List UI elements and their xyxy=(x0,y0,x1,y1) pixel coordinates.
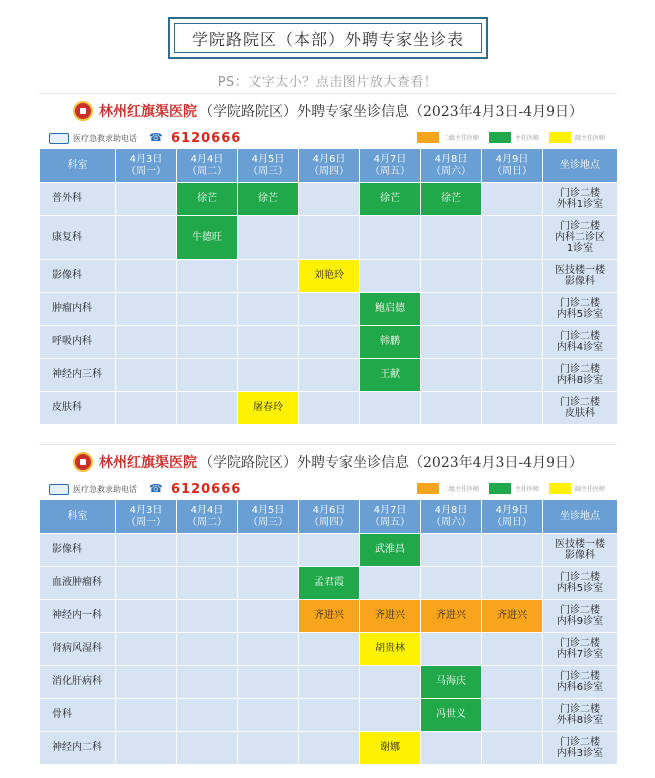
empty-cell xyxy=(116,260,177,293)
location-line: 内科5诊室 xyxy=(556,309,604,320)
legend-label: 副主任医师 xyxy=(574,486,605,493)
col-header-day xyxy=(360,149,421,183)
empty-cell xyxy=(482,666,543,699)
col-header-label: 4月5日 xyxy=(251,153,285,165)
empty-cell xyxy=(299,326,360,359)
doctor-cell[interactable]: 谢娜 xyxy=(360,732,421,765)
location-line: 门诊二楼 xyxy=(560,188,600,199)
phone-icon: ☎ xyxy=(149,131,163,144)
location-cell xyxy=(543,392,618,425)
empty-cell xyxy=(177,666,238,699)
location-line: 门诊二楼 xyxy=(560,221,600,232)
col-header-label: （周日） xyxy=(492,165,532,177)
location-line: 门诊二楼 xyxy=(560,572,600,583)
location-line: 门诊二楼 xyxy=(560,298,600,309)
col-header-day xyxy=(116,500,177,534)
doctor-cell[interactable]: 徐芒 xyxy=(177,183,238,216)
schedule-panel-2 xyxy=(39,444,617,765)
empty-cell xyxy=(177,633,238,666)
col-header-label: （周六） xyxy=(431,516,471,528)
col-header-label: 4月8日 xyxy=(434,153,468,165)
col-header-day xyxy=(238,149,299,183)
location-line: 门诊二楼 xyxy=(560,397,600,408)
doctor-cell[interactable]: 齐进兴 xyxy=(482,600,543,633)
empty-cell xyxy=(238,567,299,600)
location-cell xyxy=(543,600,618,633)
doctor-cell[interactable]: 马海庆 xyxy=(421,666,482,699)
location-line: 门诊二楼 xyxy=(560,671,600,682)
location-line: 内科8诊室 xyxy=(556,375,604,386)
hotline-bar xyxy=(39,479,617,499)
col-header-label: （周四） xyxy=(309,516,349,528)
col-header-label: 坐诊地点 xyxy=(560,510,600,522)
doctor-cell[interactable]: 牛德旺 xyxy=(177,216,238,260)
panel-heading xyxy=(39,445,617,479)
col-header-label: （周二） xyxy=(187,165,227,177)
table-header-row xyxy=(40,500,618,534)
legend-label: 主任医师 xyxy=(514,486,539,493)
ambulance-icon xyxy=(49,484,69,495)
dept-cell: 皮肤科 xyxy=(40,392,116,425)
empty-cell xyxy=(299,534,360,567)
empty-cell xyxy=(177,732,238,765)
empty-cell xyxy=(482,534,543,567)
empty-cell xyxy=(116,293,177,326)
table-row xyxy=(40,699,618,732)
location-cell xyxy=(543,183,618,216)
empty-cell xyxy=(360,699,421,732)
empty-cell xyxy=(421,567,482,600)
empty-cell xyxy=(177,600,238,633)
location-line: 门诊二楼 xyxy=(560,364,600,375)
dept-cell: 呼吸内科 xyxy=(40,326,116,359)
empty-cell xyxy=(177,326,238,359)
hospital-logo-icon xyxy=(73,452,93,472)
col-header-label: 4月4日 xyxy=(190,504,224,516)
hotline-label: 医疗急救求助电话 xyxy=(73,133,137,143)
empty-cell xyxy=(238,732,299,765)
empty-cell xyxy=(482,699,543,732)
doctor-cell[interactable]: 齐进兴 xyxy=(421,600,482,633)
table-row xyxy=(40,293,618,326)
legend-swatch-green xyxy=(489,483,511,494)
dept-cell: 影像科 xyxy=(40,534,116,567)
empty-cell xyxy=(482,216,543,260)
empty-cell xyxy=(116,326,177,359)
empty-cell xyxy=(482,567,543,600)
panel-heading-text: （学院路院区）外聘专家坐诊信息（2023年4月3日-4月9日） xyxy=(199,104,583,120)
panel-heading-text: （学院路院区）外聘专家坐诊信息（2023年4月3日-4月9日） xyxy=(199,455,583,471)
legend-label: 二级主任医师 xyxy=(442,486,479,493)
location-line: 内科5诊室 xyxy=(556,583,604,594)
col-header-day xyxy=(177,500,238,534)
doctor-cell[interactable]: 武淮昌 xyxy=(360,534,421,567)
empty-cell xyxy=(238,216,299,260)
location-line: 门诊二楼 xyxy=(560,331,600,342)
empty-cell xyxy=(482,183,543,216)
col-header-label: 科室 xyxy=(67,510,88,522)
doctor-cell[interactable]: 徐芒 xyxy=(360,183,421,216)
col-header-dept xyxy=(40,500,116,534)
empty-cell xyxy=(421,260,482,293)
empty-cell xyxy=(238,359,299,392)
page-title: 学院路院区（本部）外聘专家坐诊表 xyxy=(174,23,482,53)
hotline-number[interactable]: 6120666 xyxy=(171,130,242,146)
empty-cell xyxy=(299,699,360,732)
empty-cell xyxy=(238,633,299,666)
schedule-table xyxy=(39,499,618,765)
hotline-number[interactable]: 6120666 xyxy=(171,481,242,497)
location-cell xyxy=(543,567,618,600)
col-header-day xyxy=(299,149,360,183)
location-line: 门诊二楼 xyxy=(560,704,600,715)
col-header-label: 坐诊地点 xyxy=(560,159,600,171)
empty-cell xyxy=(421,326,482,359)
location-cell xyxy=(543,666,618,699)
table-row xyxy=(40,600,618,633)
dept-cell: 神经内二科 xyxy=(40,732,116,765)
dept-cell: 康复科 xyxy=(40,216,116,260)
empty-cell xyxy=(116,534,177,567)
hospital-name: 林州红旗渠医院 xyxy=(99,104,197,120)
empty-cell xyxy=(421,534,482,567)
col-header-day xyxy=(482,149,543,183)
empty-cell xyxy=(299,732,360,765)
empty-cell xyxy=(116,732,177,765)
col-header-label: 科室 xyxy=(67,159,88,171)
empty-cell xyxy=(238,260,299,293)
legend-label: 主任医师 xyxy=(514,135,539,142)
empty-cell xyxy=(299,216,360,260)
col-header-label: 4月6日 xyxy=(312,504,346,516)
empty-cell xyxy=(177,392,238,425)
empty-cell xyxy=(482,732,543,765)
col-header-label: 4月9日 xyxy=(495,153,529,165)
location-cell xyxy=(543,732,618,765)
page-title-box xyxy=(168,17,488,59)
col-header-day xyxy=(299,500,360,534)
location-cell xyxy=(543,633,618,666)
empty-cell xyxy=(421,633,482,666)
empty-cell xyxy=(360,392,421,425)
location-line: 内科9诊室 xyxy=(556,616,604,627)
col-header-dept xyxy=(40,149,116,183)
location-line: 影像科 xyxy=(565,276,595,287)
legend xyxy=(407,483,605,494)
table-row xyxy=(40,326,618,359)
empty-cell xyxy=(177,567,238,600)
empty-cell xyxy=(238,534,299,567)
dept-cell: 肿瘤内科 xyxy=(40,293,116,326)
col-header-label: （周五） xyxy=(370,165,410,177)
table-row xyxy=(40,534,618,567)
col-header-day xyxy=(482,500,543,534)
location-cell xyxy=(543,293,618,326)
doctor-cell[interactable]: 齐进兴 xyxy=(360,600,421,633)
doctor-cell[interactable]: 孟君霞 xyxy=(299,567,360,600)
doctor-cell[interactable]: 鲍启德 xyxy=(360,293,421,326)
location-cell xyxy=(543,260,618,293)
location-line: 医技楼一楼 xyxy=(555,265,605,276)
ambulance-icon xyxy=(49,133,69,144)
location-cell xyxy=(543,534,618,567)
phone-icon: ☎ xyxy=(149,482,163,495)
table-header-row xyxy=(40,149,618,183)
empty-cell xyxy=(360,216,421,260)
col-header-label: 4月8日 xyxy=(434,504,468,516)
panel-heading xyxy=(39,94,617,128)
hospital-name: 林州红旗渠医院 xyxy=(99,455,197,471)
legend-swatch-yellow xyxy=(549,483,571,494)
col-header-day xyxy=(421,500,482,534)
location-cell xyxy=(543,326,618,359)
empty-cell xyxy=(299,633,360,666)
empty-cell xyxy=(421,216,482,260)
table-row xyxy=(40,183,618,216)
col-header-label: 4月4日 xyxy=(190,153,224,165)
empty-cell xyxy=(177,293,238,326)
dept-cell: 神经内一科 xyxy=(40,600,116,633)
hospital-logo-icon xyxy=(73,101,93,121)
location-cell xyxy=(543,216,618,260)
doctor-cell[interactable]: 冯世义 xyxy=(421,699,482,732)
location-line: 影像科 xyxy=(565,550,595,561)
col-header-label: （周日） xyxy=(492,516,532,528)
empty-cell xyxy=(299,392,360,425)
col-header-location xyxy=(543,500,618,534)
col-header-label: （周一） xyxy=(126,516,166,528)
empty-cell xyxy=(299,183,360,216)
empty-cell xyxy=(177,534,238,567)
location-line: 1诊室 xyxy=(566,243,594,254)
doctor-cell[interactable]: 胡贵林 xyxy=(360,633,421,666)
empty-cell xyxy=(116,183,177,216)
doctor-cell[interactable]: 王献 xyxy=(360,359,421,392)
location-line: 外科1诊室 xyxy=(556,199,604,210)
empty-cell xyxy=(482,326,543,359)
empty-cell xyxy=(482,633,543,666)
empty-cell xyxy=(177,699,238,732)
location-line: 内科4诊室 xyxy=(556,342,604,353)
empty-cell xyxy=(482,260,543,293)
empty-cell xyxy=(482,293,543,326)
empty-cell xyxy=(482,392,543,425)
dept-cell: 骨科 xyxy=(40,699,116,732)
empty-cell xyxy=(299,293,360,326)
col-header-day xyxy=(421,149,482,183)
legend xyxy=(407,132,605,143)
location-line: 内科7诊室 xyxy=(556,649,604,660)
dept-cell: 肾病风湿科 xyxy=(40,633,116,666)
empty-cell xyxy=(360,567,421,600)
col-header-label: 4月5日 xyxy=(251,504,285,516)
empty-cell xyxy=(116,392,177,425)
location-line: 内科3诊室 xyxy=(556,748,604,759)
dept-cell: 影像科 xyxy=(40,260,116,293)
dept-cell: 血液肿瘤科 xyxy=(40,567,116,600)
empty-cell xyxy=(421,732,482,765)
col-header-day xyxy=(238,500,299,534)
col-header-label: 4月3日 xyxy=(129,153,163,165)
empty-cell xyxy=(177,359,238,392)
empty-cell xyxy=(238,699,299,732)
table-row xyxy=(40,216,618,260)
legend-swatch-orange xyxy=(417,483,439,494)
empty-cell xyxy=(116,216,177,260)
location-cell xyxy=(543,359,618,392)
col-header-day xyxy=(360,500,421,534)
zoom-hint: PS：文字太小？点击图片放大查看！ xyxy=(217,75,438,90)
col-header-label: （周一） xyxy=(126,165,166,177)
table-row xyxy=(40,567,618,600)
legend-swatch-green xyxy=(489,132,511,143)
empty-cell xyxy=(116,699,177,732)
col-header-label: 4月7日 xyxy=(373,153,407,165)
hotline-bar xyxy=(39,128,617,148)
legend-label: 二级主任医师 xyxy=(442,135,479,142)
location-line: 门诊二楼 xyxy=(560,737,600,748)
col-header-label: （周六） xyxy=(431,165,471,177)
doctor-cell[interactable]: 徐芒 xyxy=(421,183,482,216)
dept-cell: 消化肝病科 xyxy=(40,666,116,699)
col-header-label: （周二） xyxy=(187,516,227,528)
col-header-label: （周四） xyxy=(309,165,349,177)
legend-label: 副主任医师 xyxy=(574,135,605,142)
doctor-cell[interactable]: 徐芒 xyxy=(238,183,299,216)
location-line: 外科8诊室 xyxy=(556,715,604,726)
table-row xyxy=(40,666,618,699)
table-row xyxy=(40,260,618,293)
doctor-cell[interactable]: 屠春玲 xyxy=(238,392,299,425)
doctor-cell[interactable]: 刘艳玲 xyxy=(299,260,360,293)
table-row xyxy=(40,359,618,392)
empty-cell xyxy=(421,392,482,425)
col-header-label: 4月6日 xyxy=(312,153,346,165)
location-cell xyxy=(543,699,618,732)
hotline-label: 医疗急救求助电话 xyxy=(73,484,137,494)
empty-cell xyxy=(116,600,177,633)
col-header-label: （周五） xyxy=(370,516,410,528)
location-line: 内科6诊室 xyxy=(556,682,604,693)
dept-cell: 神经内三科 xyxy=(40,359,116,392)
col-header-label: 4月3日 xyxy=(129,504,163,516)
empty-cell xyxy=(116,666,177,699)
col-header-label: （周三） xyxy=(248,165,288,177)
location-line: 内科二诊区 xyxy=(555,232,605,243)
schedule-table xyxy=(39,148,618,425)
table-row xyxy=(40,633,618,666)
schedule-panel-1 xyxy=(39,93,617,425)
empty-cell xyxy=(421,359,482,392)
empty-cell xyxy=(421,293,482,326)
doctor-cell[interactable]: 韩鹏 xyxy=(360,326,421,359)
empty-cell xyxy=(238,600,299,633)
empty-cell xyxy=(116,633,177,666)
col-header-label: 4月7日 xyxy=(373,504,407,516)
legend-swatch-orange xyxy=(417,132,439,143)
doctor-cell[interactable]: 齐进兴 xyxy=(299,600,360,633)
empty-cell xyxy=(238,666,299,699)
empty-cell xyxy=(116,359,177,392)
empty-cell xyxy=(238,293,299,326)
empty-cell xyxy=(238,326,299,359)
col-header-label: 4月9日 xyxy=(495,504,529,516)
table-row xyxy=(40,732,618,765)
col-header-day xyxy=(116,149,177,183)
col-header-day xyxy=(177,149,238,183)
location-line: 门诊二楼 xyxy=(560,605,600,616)
empty-cell xyxy=(177,260,238,293)
empty-cell xyxy=(116,567,177,600)
dept-cell: 普外科 xyxy=(40,183,116,216)
location-line: 医技楼一楼 xyxy=(555,539,605,550)
empty-cell xyxy=(360,260,421,293)
empty-cell xyxy=(482,359,543,392)
empty-cell xyxy=(360,666,421,699)
col-header-location xyxy=(543,149,618,183)
empty-cell xyxy=(299,359,360,392)
location-line: 门诊二楼 xyxy=(560,638,600,649)
empty-cell xyxy=(299,666,360,699)
table-row xyxy=(40,392,618,425)
col-header-label: （周三） xyxy=(248,516,288,528)
location-line: 皮肤科 xyxy=(565,408,595,419)
legend-swatch-yellow xyxy=(549,132,571,143)
